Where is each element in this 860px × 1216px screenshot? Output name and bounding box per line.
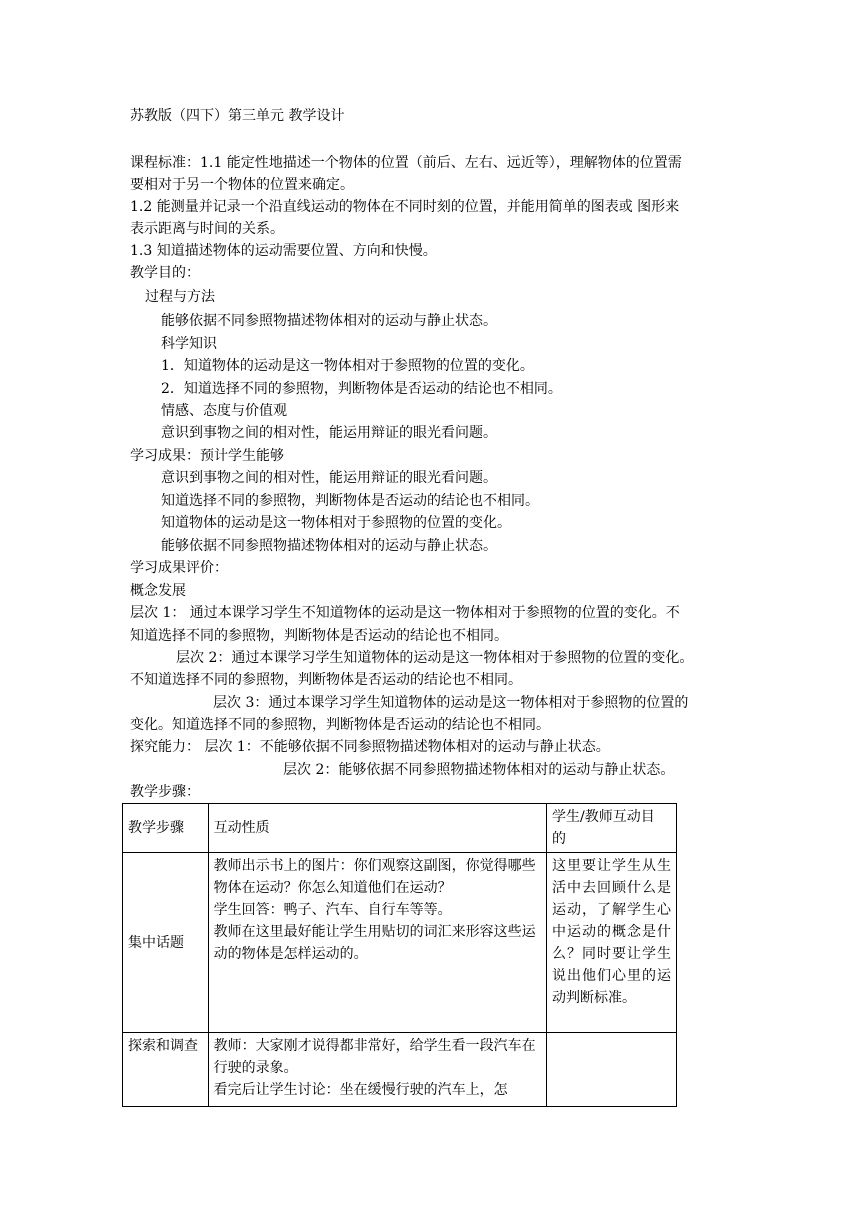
concept-heading: 概念发展 bbox=[130, 583, 186, 599]
header-purpose: 学生/教师互动目 的 bbox=[547, 804, 677, 853]
outcome-item: 意识到事物之间的相对性，能运用辩证的眼光看问题。 bbox=[161, 470, 497, 486]
row-purpose bbox=[547, 1033, 677, 1107]
objectives-heading: 教学目的： bbox=[130, 265, 200, 281]
teaching-steps-table bbox=[122, 803, 677, 1107]
document-title: 苏教版（四下）第三单元 教学设计 bbox=[130, 108, 345, 124]
row-step: 集中话题 bbox=[123, 853, 209, 1033]
interaction-line: 教师在这里最好能让学生用贴切的词汇来形容这些运动的物体是怎样运动的。 bbox=[213, 924, 536, 962]
table-row bbox=[123, 853, 677, 1033]
emotion-heading: 情感、态度与价值观 bbox=[161, 403, 287, 419]
outcome-item: 知道选择不同的参照物，判断物体是否运动的结论也不相同。 bbox=[161, 493, 539, 509]
table-header-row bbox=[123, 804, 677, 853]
outcome-item: 知道物体的运动是这一物体相对于参照物的位置的变化。 bbox=[161, 515, 511, 531]
level-2-line-1: 层次 2：通过本课学习学生知道物体的运动是这一物体相对于参照物的位置的变化。 bbox=[176, 650, 694, 666]
process-item: 能够依据不同参照物描述物体相对的运动与静止状态。 bbox=[161, 313, 497, 329]
standard-2-line-1: 1.2 能测量并记录一个沿直线运动的物体在不同时刻的位置，并能用简单的图表或 图形来 bbox=[130, 199, 680, 215]
level-1-line-2: 知道选择不同的参照物，判断物体是否运动的结论也不相同。 bbox=[130, 628, 508, 644]
steps-heading: 教学步骤： bbox=[130, 784, 200, 800]
interaction-line: 教师出示书上的图片：你们观察这副图，你觉得哪些物体在运动？你怎么知道他们在运动？ bbox=[213, 858, 536, 896]
standard-3: 1.3 知道描述物体的运动需要位置、方向和快慢。 bbox=[130, 243, 437, 259]
interaction-line: 看完后让学生讨论：坐在缓慢行驶的汽车上，怎 bbox=[213, 1082, 508, 1098]
inquiry-line-2: 层次 2：能够依据不同参照物描述物体相对的运动与静止状态。 bbox=[283, 762, 675, 778]
row-interaction bbox=[208, 853, 546, 1033]
level-1-line-1: 层次 1： 通过本课学习学生不知道物体的运动是这一物体相对于参照物的位置的变化。不 bbox=[130, 605, 680, 621]
inquiry-line-1: 探究能力： 层次 1：不能够依据不同参照物描述物体相对的运动与静止状态。 bbox=[130, 739, 610, 755]
row-step: 探索和调查 bbox=[123, 1033, 209, 1107]
science-item-1: 1．知道物体的运动是这一物体相对于参照物的位置的变化。 bbox=[161, 358, 534, 374]
header-step: 教学步骤 bbox=[123, 804, 209, 853]
row-purpose: 这里要让学生从生活中去回顾什么是运动，了解学生心中运动的概念是什么？同时要让学生说出他们心里的运动判断标准。 bbox=[547, 853, 677, 1033]
level-3-line-2: 变化。知道选择不同的参照物，判断物体是否运动的结论也不相同。 bbox=[130, 717, 550, 733]
process-heading: 过程与方法 bbox=[145, 289, 215, 305]
evaluation-heading: 学习成果评价： bbox=[130, 560, 228, 576]
table-row bbox=[123, 1033, 677, 1107]
outcome-item: 能够依据不同参照物描述物体相对的运动与静止状态。 bbox=[161, 538, 497, 554]
outcomes-heading: 学习成果：预计学生能够 bbox=[130, 448, 284, 464]
standard-1-line-2: 要相对于另一个物体的位置来确定。 bbox=[130, 177, 354, 193]
standard-1-line-1: 课程标准：1.1 能定性地描述一个物体的位置（前后、左右、远近等），理解物体的位置需 bbox=[130, 155, 682, 171]
header-interaction: 互动性质 bbox=[208, 804, 546, 853]
level-2-line-2: 不知道选择不同的参照物，判断物体是否运动的结论也不相同。 bbox=[130, 672, 522, 688]
science-heading: 科学知识 bbox=[161, 336, 217, 352]
science-item-2: 2．知道选择不同的参照物，判断物体是否运动的结论也不相同。 bbox=[161, 381, 562, 397]
row-interaction bbox=[208, 1033, 546, 1107]
interaction-line: 教师：大家刚才说得都非常好，给学生看一段汽车在行驶的录象。 bbox=[213, 1038, 536, 1076]
standard-2-line-2: 表示距离与时间的关系。 bbox=[130, 221, 284, 237]
emotion-item: 意识到事物之间的相对性，能运用辩证的眼光看问题。 bbox=[161, 425, 497, 441]
level-3-line-1: 层次 3：通过本课学习学生知道物体的运动是这一物体相对于参照物的位置的 bbox=[213, 695, 689, 711]
interaction-line: 学生回答：鸭子、汽车、自行车等等。 bbox=[213, 902, 452, 918]
